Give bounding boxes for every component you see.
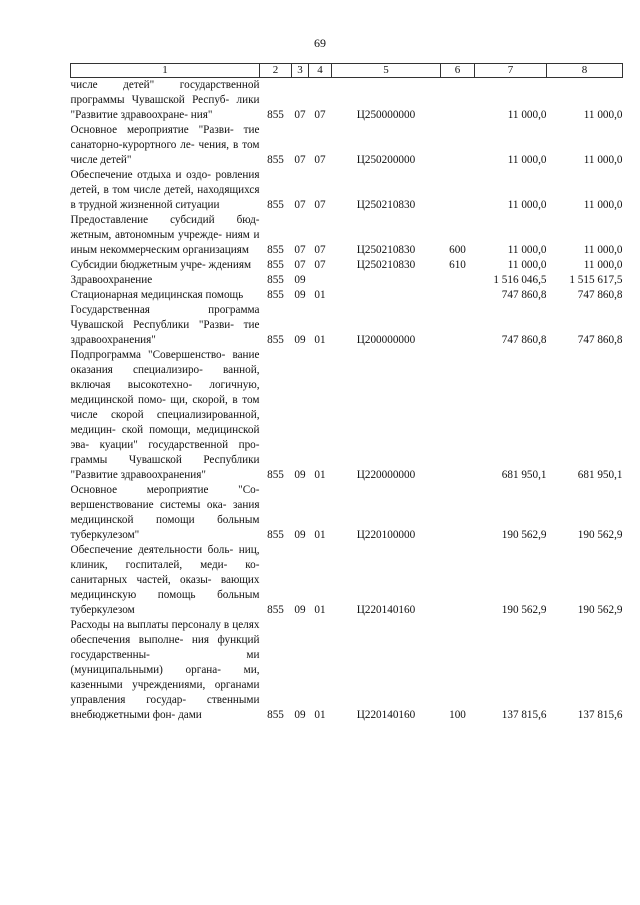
row-gr: 855 <box>267 604 284 616</box>
row-name: Обеспечение деятельности боль- ниц, клиник, госпиталей, меди- ко-санитарных частей, оказы- вающих медицинскую помощь больным туберкулезом <box>70 544 260 616</box>
row-gr: 855 <box>267 709 284 721</box>
row-pr: 07 <box>314 199 326 211</box>
row-name: Предоставление субсидий бюд- жетным, автономным учрежде- ниям и иным некоммерческим организациям <box>70 214 260 256</box>
col-header-pr: 4 <box>309 64 332 78</box>
row-csr: Ц250200000 <box>356 154 416 166</box>
row-rz: 09 <box>294 274 306 286</box>
row-vr <box>441 168 475 213</box>
row-name: Государственная программа Чувашской Республики "Разви- тие здравоохранения" <box>70 304 260 346</box>
col-header-name: 1 <box>71 64 260 78</box>
row-pr: 01 <box>314 604 326 616</box>
row-vr: 100 <box>449 709 466 721</box>
row-rz: 09 <box>294 604 306 616</box>
row-pr <box>309 273 332 288</box>
row-gr: 855 <box>267 109 284 121</box>
row-vr <box>441 543 475 618</box>
row-name: Основное мероприятие "Разви- тие санаторно-курортного ле- чения, в том числе детей" <box>70 124 260 166</box>
row-sum1: 747 860,8 <box>501 289 547 301</box>
row-sum2: 1 515 617,5 <box>569 274 623 286</box>
row-csr: Ц250210830 <box>356 199 416 211</box>
row-csr: Ц220000000 <box>356 469 416 481</box>
row-gr: 855 <box>267 259 284 271</box>
row-sum2: 11 000,0 <box>583 109 623 121</box>
row-rz: 09 <box>294 709 306 721</box>
row-rz: 07 <box>294 259 306 271</box>
row-rz: 07 <box>294 154 306 166</box>
row-sum1: 11 000,0 <box>507 154 547 166</box>
row-vr <box>441 288 475 303</box>
row-pr: 07 <box>314 259 326 271</box>
row-name: Основное мероприятие "Со- вершенствование системы ока- зания медицинской помощи больным туберкулезом" <box>70 484 260 541</box>
row-csr: Ц250210830 <box>356 244 416 256</box>
col-header-sum2: 8 <box>547 64 623 78</box>
table-row <box>71 273 623 288</box>
row-pr: 01 <box>314 529 326 541</box>
row-sum2: 190 562,9 <box>577 529 623 541</box>
row-name: Расходы на выплаты персоналу в целях обеспечения выполне- ния функций государственны- ми (муниципальными) органа- ми, казенными учреждениями, органами управления государ- ственными внебюджетными фон- дами <box>70 619 260 721</box>
row-rz: 07 <box>294 244 306 256</box>
row-sum1: 11 000,0 <box>507 259 547 271</box>
row-gr: 855 <box>267 199 284 211</box>
row-gr: 855 <box>267 529 284 541</box>
row-gr: 855 <box>267 244 284 256</box>
row-sum2: 747 860,8 <box>577 334 623 346</box>
row-gr: 855 <box>267 334 284 346</box>
row-sum2: 11 000,0 <box>583 244 623 256</box>
row-sum1: 11 000,0 <box>507 109 547 121</box>
row-pr: 01 <box>314 289 326 301</box>
row-pr: 07 <box>314 154 326 166</box>
col-header-vr: 6 <box>441 64 475 78</box>
row-csr: Ц220140160 <box>356 709 416 721</box>
row-gr: 855 <box>267 289 284 301</box>
table-row <box>71 213 623 258</box>
row-sum1: 681 950,1 <box>501 469 547 481</box>
col-header-rz: 3 <box>292 64 309 78</box>
row-pr: 01 <box>314 709 326 721</box>
row-csr: Ц220140160 <box>356 604 416 616</box>
row-sum1: 190 562,9 <box>501 529 547 541</box>
row-vr: 610 <box>449 259 466 271</box>
table-body <box>71 78 623 724</box>
table-row <box>71 543 623 618</box>
row-rz: 09 <box>294 529 306 541</box>
row-vr <box>441 483 475 543</box>
row-csr <box>332 288 441 303</box>
row-pr: 01 <box>314 334 326 346</box>
row-gr: 855 <box>267 154 284 166</box>
col-header-gr: 2 <box>260 64 292 78</box>
row-vr <box>441 273 475 288</box>
row-sum2: 11 000,0 <box>583 199 623 211</box>
row-name: Субсидии бюджетным учре- ждениям <box>70 259 252 271</box>
table-row <box>71 123 623 168</box>
budget-table <box>70 63 623 723</box>
row-rz: 09 <box>294 289 306 301</box>
table-row <box>71 618 623 723</box>
row-name: Подпрограмма "Совершенство- вание оказания специализиро- ванной, включая высокотехно- логичную, медицинской помо- щи, скорой, в том числе скорой специализированной, медицин- ской помощи, медицинской эва- куации" государственной про- граммы Чувашской Республики "Развитие здравоохранения" <box>70 349 260 481</box>
table-row <box>71 303 623 348</box>
table-row <box>71 288 623 303</box>
row-vr <box>441 303 475 348</box>
row-sum2: 190 562,9 <box>577 604 623 616</box>
row-sum2: 11 000,0 <box>583 259 623 271</box>
page-number: 69 <box>314 36 326 50</box>
row-vr: 600 <box>449 244 466 256</box>
row-name: Здравоохранение <box>70 274 153 286</box>
row-rz: 09 <box>294 469 306 481</box>
row-sum1: 11 000,0 <box>507 199 547 211</box>
table-header <box>71 64 623 78</box>
row-sum2: 137 815,6 <box>577 709 623 721</box>
col-header-csr: 5 <box>332 64 441 78</box>
row-name: Стационарная медицинская помощь <box>70 289 244 301</box>
row-csr: Ц250000000 <box>356 109 416 121</box>
row-pr: 07 <box>314 109 326 121</box>
row-rz: 09 <box>294 334 306 346</box>
row-sum1: 747 860,8 <box>501 334 547 346</box>
row-rz: 07 <box>294 109 306 121</box>
row-sum2: 681 950,1 <box>577 469 623 481</box>
row-gr: 855 <box>267 274 284 286</box>
table-row <box>71 78 623 124</box>
row-vr <box>441 78 475 124</box>
row-vr <box>441 123 475 168</box>
row-gr: 855 <box>267 469 284 481</box>
row-csr: Ц200000000 <box>356 334 416 346</box>
row-csr: Ц220100000 <box>356 529 416 541</box>
row-pr: 07 <box>314 244 326 256</box>
row-sum1: 11 000,0 <box>507 244 547 256</box>
col-header-sum1: 7 <box>475 64 547 78</box>
row-sum1: 190 562,9 <box>501 604 547 616</box>
row-rz: 07 <box>294 199 306 211</box>
row-name: числе детей" государственной программы Чувашской Респуб- лики "Развитие здравоохране- ния" <box>70 79 260 121</box>
row-csr <box>332 273 441 288</box>
table-row <box>71 483 623 543</box>
table-row <box>71 348 623 483</box>
row-pr: 01 <box>314 469 326 481</box>
row-csr: Ц250210830 <box>356 259 416 271</box>
table-row <box>71 258 623 273</box>
row-vr <box>441 348 475 483</box>
row-name: Обеспечение отдыха и оздо- ровления детей, в том числе детей, находящихся в трудной жизненной ситуации <box>70 169 260 211</box>
table-row <box>71 168 623 213</box>
row-sum1: 137 815,6 <box>501 709 547 721</box>
row-sum1: 1 516 046,5 <box>493 274 547 286</box>
row-sum2: 747 860,8 <box>577 289 623 301</box>
row-sum2: 11 000,0 <box>583 154 623 166</box>
